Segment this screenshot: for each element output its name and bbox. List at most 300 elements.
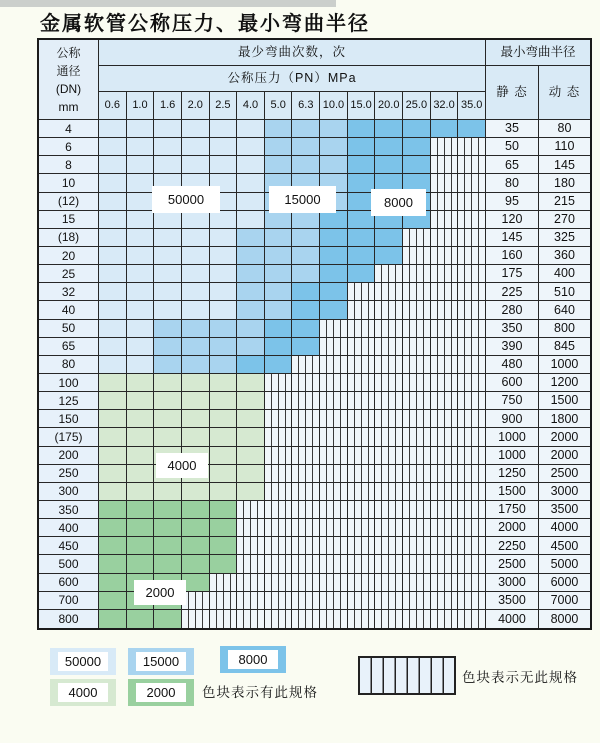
static-value-cell: 3500 bbox=[486, 592, 539, 610]
static-value-cell: 1500 bbox=[486, 483, 539, 501]
spec-cell-2000 bbox=[182, 574, 210, 592]
static-value-cell: 2250 bbox=[486, 537, 539, 555]
spec-cell-4000 bbox=[210, 410, 238, 428]
pressure-value-cell: 2.5 bbox=[210, 92, 238, 120]
spec-cell-8000 bbox=[348, 120, 376, 138]
static-value-cell: 80 bbox=[486, 174, 539, 192]
no-spec-cell bbox=[320, 465, 348, 483]
no-spec-cell bbox=[348, 537, 376, 555]
no-spec-cell bbox=[431, 592, 459, 610]
no-spec-cell bbox=[403, 392, 431, 410]
legend-swatch-label: 8000 bbox=[228, 650, 278, 669]
spec-cell-15000 bbox=[265, 156, 293, 174]
no-spec-cell bbox=[403, 537, 431, 555]
no-spec-cell bbox=[375, 428, 403, 446]
dynamic-value-cell: 7000 bbox=[539, 592, 590, 610]
dn-cell: 800 bbox=[39, 610, 99, 628]
no-spec-cell bbox=[458, 537, 486, 555]
no-spec-cell bbox=[210, 574, 238, 592]
no-spec-cell bbox=[458, 574, 486, 592]
no-spec-cell bbox=[431, 610, 459, 628]
no-spec-cell bbox=[348, 392, 376, 410]
spec-cell-15000 bbox=[154, 320, 182, 338]
dn-cell: 8 bbox=[39, 156, 99, 174]
spec-cell-50000 bbox=[99, 138, 127, 156]
spec-cell-15000 bbox=[320, 156, 348, 174]
dn-cell: 32 bbox=[39, 283, 99, 301]
no-spec-cell bbox=[458, 229, 486, 247]
spec-cell-50000 bbox=[99, 156, 127, 174]
dn-cell: 450 bbox=[39, 537, 99, 555]
no-spec-cell bbox=[348, 410, 376, 428]
dn-cell: 40 bbox=[39, 301, 99, 319]
dynamic-value-cell: 400 bbox=[539, 265, 590, 283]
cycle-count-label: 15000 bbox=[269, 186, 336, 213]
no-spec-cell bbox=[431, 447, 459, 465]
spec-cell-50000 bbox=[127, 247, 155, 265]
spec-cell-50000 bbox=[210, 301, 238, 319]
cycle-count-label: 8000 bbox=[371, 189, 426, 216]
no-spec-cell bbox=[320, 592, 348, 610]
spec-cell-4000 bbox=[210, 465, 238, 483]
spec-cell-50000 bbox=[210, 265, 238, 283]
spec-cell-50000 bbox=[127, 356, 155, 374]
legend-swatch-50000 bbox=[50, 648, 116, 675]
spec-cell-2000 bbox=[99, 537, 127, 555]
spec-cell-8000 bbox=[237, 356, 265, 374]
pressure-value-cell: 1.0 bbox=[127, 92, 155, 120]
spec-cell-2000 bbox=[154, 537, 182, 555]
spec-cell-8000 bbox=[375, 229, 403, 247]
pressure-value-cell: 6.3 bbox=[292, 92, 320, 120]
pressure-value-cell: 2.0 bbox=[182, 92, 210, 120]
spec-cell-8000 bbox=[320, 283, 348, 301]
no-spec-cell bbox=[375, 374, 403, 392]
spec-cell-8000 bbox=[320, 229, 348, 247]
no-spec-cell bbox=[431, 501, 459, 519]
spec-cell-4000 bbox=[210, 428, 238, 446]
spec-cell-15000 bbox=[320, 120, 348, 138]
spec-cell-2000 bbox=[99, 555, 127, 573]
no-spec-cell bbox=[431, 138, 459, 156]
dn-cell: 250 bbox=[39, 465, 99, 483]
no-spec-cell bbox=[431, 193, 459, 211]
legend-swatch-label: 50000 bbox=[58, 652, 108, 671]
static-value-cell: 225 bbox=[486, 283, 539, 301]
spec-cell-15000 bbox=[292, 120, 320, 138]
spec-cell-2000 bbox=[99, 519, 127, 537]
no-spec-cell bbox=[348, 519, 376, 537]
dn-cell: (175) bbox=[39, 428, 99, 446]
dynamic-value-cell: 2000 bbox=[539, 447, 590, 465]
spec-cell-50000 bbox=[127, 211, 155, 229]
spec-cell-4000 bbox=[99, 410, 127, 428]
spec-cell-2000 bbox=[99, 610, 127, 628]
no-spec-cell bbox=[458, 338, 486, 356]
spec-cell-50000 bbox=[154, 283, 182, 301]
dn-cell: 125 bbox=[39, 392, 99, 410]
no-spec-cell bbox=[431, 537, 459, 555]
spec-cell-8000 bbox=[348, 229, 376, 247]
no-spec-cell bbox=[458, 519, 486, 537]
no-spec-cell bbox=[403, 356, 431, 374]
spec-cell-2000 bbox=[210, 555, 238, 573]
dn-cell: 50 bbox=[39, 320, 99, 338]
no-spec-cell bbox=[265, 410, 293, 428]
spec-cell-50000 bbox=[210, 156, 238, 174]
no-spec-cell bbox=[348, 555, 376, 573]
spec-cell-4000 bbox=[99, 483, 127, 501]
spec-cell-15000 bbox=[265, 265, 293, 283]
no-spec-cell bbox=[375, 555, 403, 573]
no-spec-cell bbox=[348, 338, 376, 356]
legend-swatch-label: 2000 bbox=[136, 683, 186, 702]
no-spec-cell bbox=[348, 428, 376, 446]
no-spec-cell bbox=[431, 247, 459, 265]
spec-cell-50000 bbox=[154, 301, 182, 319]
static-value-cell: 65 bbox=[486, 156, 539, 174]
spec-cell-15000 bbox=[292, 138, 320, 156]
no-spec-cell bbox=[375, 537, 403, 555]
spec-cell-50000 bbox=[237, 120, 265, 138]
spec-cell-2000 bbox=[210, 537, 238, 555]
no-spec-cell bbox=[458, 374, 486, 392]
spec-cell-15000 bbox=[237, 338, 265, 356]
no-spec-cell bbox=[292, 574, 320, 592]
legend-swatch-8000 bbox=[220, 646, 286, 673]
spec-cell-2000 bbox=[127, 610, 155, 628]
dynamic-value-cell: 360 bbox=[539, 247, 590, 265]
spec-cell-4000 bbox=[127, 465, 155, 483]
no-spec-cell bbox=[403, 265, 431, 283]
dynamic-value-cell: 215 bbox=[539, 193, 590, 211]
spec-cell-50000 bbox=[127, 138, 155, 156]
no-spec-cell bbox=[403, 592, 431, 610]
spec-cell-2000 bbox=[154, 501, 182, 519]
dn-header-line: mm bbox=[58, 99, 79, 114]
spec-cell-50000 bbox=[210, 229, 238, 247]
spec-cell-8000 bbox=[431, 120, 459, 138]
pressure-value-cell: 20.0 bbox=[375, 92, 403, 120]
dynamic-value-cell: 1500 bbox=[539, 392, 590, 410]
spec-cell-2000 bbox=[127, 501, 155, 519]
dn-header-line: 通径 bbox=[56, 63, 81, 78]
no-spec-cell bbox=[320, 428, 348, 446]
legend-swatch-4000 bbox=[50, 679, 116, 706]
no-spec-cell bbox=[375, 356, 403, 374]
no-spec-cell bbox=[431, 229, 459, 247]
dynamic-value-cell: 8000 bbox=[539, 610, 590, 628]
static-value-cell: 750 bbox=[486, 392, 539, 410]
no-spec-cell bbox=[375, 410, 403, 428]
dn-cell: 350 bbox=[39, 501, 99, 519]
spec-cell-15000 bbox=[210, 338, 238, 356]
spec-cell-50000 bbox=[99, 247, 127, 265]
no-spec-cell bbox=[431, 374, 459, 392]
no-spec-cell bbox=[320, 610, 348, 628]
spec-cell-8000 bbox=[403, 138, 431, 156]
spec-cell-15000 bbox=[237, 283, 265, 301]
spec-cell-50000 bbox=[154, 229, 182, 247]
spec-cell-50000 bbox=[237, 193, 265, 211]
no-spec-cell bbox=[292, 610, 320, 628]
no-spec-cell bbox=[458, 592, 486, 610]
spec-cell-8000 bbox=[348, 265, 376, 283]
dn-cell: 10 bbox=[39, 174, 99, 192]
spec-cell-2000 bbox=[182, 555, 210, 573]
static-value-cell: 145 bbox=[486, 229, 539, 247]
spec-cell-8000 bbox=[375, 120, 403, 138]
spec-cell-4000 bbox=[127, 374, 155, 392]
no-spec-cell bbox=[403, 501, 431, 519]
spec-cell-4000 bbox=[182, 483, 210, 501]
no-spec-cell bbox=[431, 410, 459, 428]
legend-has-spec-text: 色块表示有此规格 bbox=[202, 685, 318, 700]
no-spec-cell bbox=[458, 265, 486, 283]
spec-cell-4000 bbox=[99, 447, 127, 465]
spec-cell-50000 bbox=[99, 338, 127, 356]
no-spec-cell bbox=[292, 555, 320, 573]
no-spec-cell bbox=[210, 592, 238, 610]
no-spec-cell bbox=[265, 610, 293, 628]
spec-cell-15000 bbox=[265, 229, 293, 247]
dn-cell: 150 bbox=[39, 410, 99, 428]
dn-cell: 200 bbox=[39, 447, 99, 465]
spec-cell-8000 bbox=[265, 338, 293, 356]
static-value-cell: 390 bbox=[486, 338, 539, 356]
spec-cell-8000 bbox=[320, 211, 348, 229]
no-spec-cell bbox=[403, 610, 431, 628]
no-spec-cell bbox=[403, 519, 431, 537]
no-spec-cell bbox=[348, 501, 376, 519]
spec-cell-50000 bbox=[127, 174, 155, 192]
no-spec-cell bbox=[431, 392, 459, 410]
spec-cell-4000 bbox=[182, 410, 210, 428]
dynamic-value-cell: 3000 bbox=[539, 483, 590, 501]
no-spec-cell bbox=[265, 483, 293, 501]
spec-cell-2000 bbox=[127, 519, 155, 537]
no-spec-cell bbox=[292, 356, 320, 374]
spec-cell-50000 bbox=[127, 156, 155, 174]
no-spec-cell bbox=[458, 283, 486, 301]
no-spec-cell bbox=[292, 519, 320, 537]
dn-cell: (18) bbox=[39, 229, 99, 247]
spec-cell-50000 bbox=[210, 120, 238, 138]
no-spec-cell bbox=[265, 428, 293, 446]
spec-cell-15000 bbox=[210, 320, 238, 338]
dynamic-value-cell: 1800 bbox=[539, 410, 590, 428]
spec-cell-50000 bbox=[127, 229, 155, 247]
no-spec-cell bbox=[375, 574, 403, 592]
no-spec-cell bbox=[320, 338, 348, 356]
no-spec-cell bbox=[265, 465, 293, 483]
spec-cell-15000 bbox=[265, 120, 293, 138]
spec-cell-4000 bbox=[154, 428, 182, 446]
no-spec-cell bbox=[431, 356, 459, 374]
dn-cell: 80 bbox=[39, 356, 99, 374]
no-spec-cell bbox=[458, 138, 486, 156]
spec-cell-15000 bbox=[265, 138, 293, 156]
spec-cell-50000 bbox=[182, 211, 210, 229]
no-spec-cell bbox=[458, 156, 486, 174]
dynamic-value-cell: 800 bbox=[539, 320, 590, 338]
spec-cell-15000 bbox=[292, 156, 320, 174]
static-value-cell: 480 bbox=[486, 356, 539, 374]
static-value-cell: 35 bbox=[486, 120, 539, 138]
dynamic-value-cell: 1000 bbox=[539, 356, 590, 374]
no-spec-cell bbox=[375, 301, 403, 319]
static-value-cell: 600 bbox=[486, 374, 539, 392]
no-spec-cell bbox=[403, 283, 431, 301]
no-spec-cell bbox=[431, 320, 459, 338]
pressure-value-cell: 10.0 bbox=[320, 92, 348, 120]
no-spec-cell bbox=[237, 555, 265, 573]
no-spec-cell bbox=[458, 392, 486, 410]
legend-hatch-swatch bbox=[358, 656, 456, 695]
spec-cell-4000 bbox=[237, 483, 265, 501]
spec-cell-15000 bbox=[292, 229, 320, 247]
spec-cell-8000 bbox=[348, 156, 376, 174]
no-spec-cell bbox=[375, 465, 403, 483]
no-spec-cell bbox=[458, 465, 486, 483]
cycles-header: 最少弯曲次数，次 bbox=[99, 40, 486, 66]
no-spec-cell bbox=[210, 610, 238, 628]
static-value-cell: 95 bbox=[486, 193, 539, 211]
dn-cell: 65 bbox=[39, 338, 99, 356]
static-value-cell: 1750 bbox=[486, 501, 539, 519]
spec-cell-4000 bbox=[99, 465, 127, 483]
dn-cell: 700 bbox=[39, 592, 99, 610]
spec-cell-50000 bbox=[210, 283, 238, 301]
spec-cell-50000 bbox=[154, 138, 182, 156]
spec-cell-4000 bbox=[127, 410, 155, 428]
dynamic-value-cell: 145 bbox=[539, 156, 590, 174]
page-title: 金属软管公称压力、最小弯曲半径 bbox=[40, 11, 370, 35]
spec-cell-2000 bbox=[182, 519, 210, 537]
dn-header-line: 公称 bbox=[56, 45, 81, 60]
legend-swatch-label: 15000 bbox=[136, 652, 186, 671]
dynamic-value-cell: 325 bbox=[539, 229, 590, 247]
static-value-cell: 4000 bbox=[486, 610, 539, 628]
no-spec-cell bbox=[348, 447, 376, 465]
no-spec-cell bbox=[348, 574, 376, 592]
spec-cell-4000 bbox=[127, 392, 155, 410]
no-spec-cell bbox=[403, 483, 431, 501]
spec-cell-15000 bbox=[182, 338, 210, 356]
dn-cell: 500 bbox=[39, 555, 99, 573]
dn-column-header bbox=[39, 40, 99, 120]
spec-cell-8000 bbox=[320, 265, 348, 283]
no-spec-cell bbox=[265, 574, 293, 592]
no-spec-cell bbox=[265, 592, 293, 610]
dn-cell: 6 bbox=[39, 138, 99, 156]
no-spec-cell bbox=[403, 247, 431, 265]
spec-cell-2000 bbox=[127, 555, 155, 573]
pressure-value-cell: 4.0 bbox=[237, 92, 265, 120]
spec-cell-2000 bbox=[182, 537, 210, 555]
no-spec-cell bbox=[375, 592, 403, 610]
no-spec-cell bbox=[348, 356, 376, 374]
no-spec-cell bbox=[458, 447, 486, 465]
spec-cell-50000 bbox=[182, 247, 210, 265]
spec-cell-2000 bbox=[99, 501, 127, 519]
no-spec-cell bbox=[348, 301, 376, 319]
spec-cell-4000 bbox=[127, 428, 155, 446]
no-spec-cell bbox=[320, 537, 348, 555]
no-spec-cell bbox=[348, 483, 376, 501]
no-spec-cell bbox=[348, 374, 376, 392]
spec-cell-15000 bbox=[265, 247, 293, 265]
spec-cell-4000 bbox=[237, 410, 265, 428]
no-spec-cell bbox=[320, 501, 348, 519]
dn-cell: (12) bbox=[39, 193, 99, 211]
spec-cell-50000 bbox=[154, 247, 182, 265]
spec-cell-4000 bbox=[99, 392, 127, 410]
spec-cell-50000 bbox=[99, 356, 127, 374]
pressure-value-cell: 5.0 bbox=[265, 92, 293, 120]
static-value-cell: 350 bbox=[486, 320, 539, 338]
spec-cell-4000 bbox=[210, 447, 238, 465]
spec-cell-15000 bbox=[237, 247, 265, 265]
no-spec-cell bbox=[431, 283, 459, 301]
spec-cell-50000 bbox=[237, 156, 265, 174]
spec-cell-4000 bbox=[154, 410, 182, 428]
no-spec-cell bbox=[375, 320, 403, 338]
no-spec-cell bbox=[431, 428, 459, 446]
no-spec-cell bbox=[320, 555, 348, 573]
spec-cell-4000 bbox=[237, 447, 265, 465]
no-spec-cell bbox=[237, 501, 265, 519]
no-spec-cell bbox=[292, 374, 320, 392]
dynamic-header: 动 态 bbox=[539, 66, 590, 120]
no-spec-cell bbox=[431, 174, 459, 192]
no-spec-cell bbox=[458, 555, 486, 573]
no-spec-cell bbox=[237, 519, 265, 537]
no-spec-cell bbox=[375, 338, 403, 356]
no-spec-cell bbox=[431, 338, 459, 356]
spec-cell-4000 bbox=[182, 428, 210, 446]
no-spec-cell bbox=[320, 410, 348, 428]
cycle-count-label: 50000 bbox=[152, 186, 220, 213]
spec-table bbox=[37, 38, 592, 630]
static-header: 静 态 bbox=[486, 66, 539, 120]
no-spec-cell bbox=[458, 320, 486, 338]
spec-cell-4000 bbox=[210, 483, 238, 501]
no-spec-cell bbox=[237, 592, 265, 610]
no-spec-cell bbox=[292, 465, 320, 483]
dn-cell: 25 bbox=[39, 265, 99, 283]
spec-cell-8000 bbox=[403, 120, 431, 138]
spec-cell-4000 bbox=[99, 374, 127, 392]
dynamic-value-cell: 3500 bbox=[539, 501, 590, 519]
spec-cell-15000 bbox=[237, 320, 265, 338]
spec-cell-8000 bbox=[348, 138, 376, 156]
spec-cell-50000 bbox=[127, 301, 155, 319]
no-spec-cell bbox=[403, 320, 431, 338]
spec-cell-4000 bbox=[154, 374, 182, 392]
no-spec-cell bbox=[431, 574, 459, 592]
spec-cell-4000 bbox=[237, 374, 265, 392]
static-value-cell: 120 bbox=[486, 211, 539, 229]
dn-cell: 600 bbox=[39, 574, 99, 592]
no-spec-cell bbox=[320, 574, 348, 592]
no-spec-cell bbox=[320, 374, 348, 392]
spec-cell-15000 bbox=[292, 265, 320, 283]
no-spec-cell bbox=[237, 574, 265, 592]
spec-cell-50000 bbox=[182, 156, 210, 174]
no-spec-cell bbox=[403, 447, 431, 465]
spec-cell-50000 bbox=[210, 211, 238, 229]
